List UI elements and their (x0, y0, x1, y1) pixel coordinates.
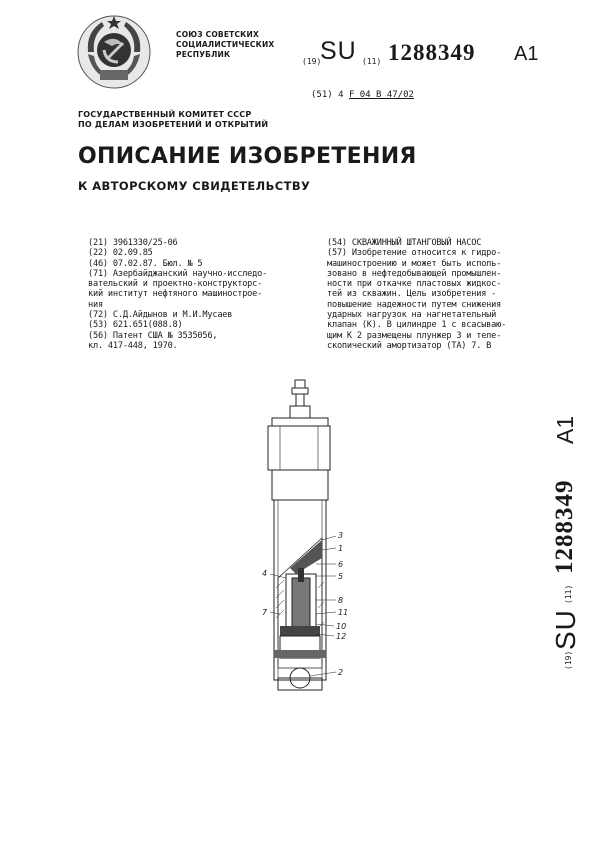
side-country: SU (550, 609, 581, 650)
committee-line-2: ПО ДЕЛАМ ИЗОБРЕТЕНИЙ И ОТКРЫТИЙ (78, 120, 269, 129)
country-code: SU (320, 37, 357, 65)
patent-number: 1288349 (388, 40, 476, 65)
patent-number-row (302, 37, 592, 70)
code-11: (11) (362, 57, 382, 66)
committee-line-1: ГОСУДАРСТВЕННЫЙ КОМИТЕТ СССР (78, 110, 252, 119)
code-19: (19) (302, 57, 322, 66)
label-5: 5 (338, 572, 344, 581)
label-6: 6 (338, 560, 344, 569)
label-1: 1 (338, 544, 344, 553)
page-subtitle: К АВТОРСКОМУ СВИДЕТЕЛЬСТВУ (78, 179, 311, 193)
ipc-classification (311, 90, 414, 100)
ipc-class: F 04 B 47/02 (348, 90, 414, 100)
label-8: 8 (338, 596, 344, 605)
label-3: 3 (338, 531, 344, 540)
union-line-2: СОЦИАЛИСТИЧЕСКИХ (176, 40, 275, 49)
page-title: ОПИСАНИЕ ИЗОБРЕТЕНИЯ (78, 144, 417, 169)
label-12: 12 (336, 632, 347, 641)
label-7: 7 (262, 608, 268, 617)
label-10: 10 (336, 622, 347, 631)
ipc-code: (51) 4 (311, 90, 344, 100)
label-4: 4 (262, 569, 268, 578)
side-code-11: (11) (564, 584, 573, 604)
side-code-19: (19) (564, 650, 573, 670)
union-line-3: РЕСПУБЛИК (176, 50, 231, 59)
side-patent-number (550, 402, 590, 670)
label-11: 11 (338, 608, 349, 617)
ussr-emblem (74, 12, 154, 92)
kind-code: A1 (514, 43, 539, 65)
bibliographic-data: (21) 3961330/25-06 (22) 02.09.85 (46) 07.02.87. Бюл. № 5 (71) Азербайджанский научно-исследо- вательский и проектно-конструкторс- кий институт нефтяного машинострое- ния (72) С.Д.Айдынов и М.И.Мусаев (53) 621.651(088.8) (56) Патент США № 3535056, кл. 417-448, 1970. (88, 238, 268, 351)
union-line-1: СОЮЗ СОВЕТСКИХ (176, 30, 259, 39)
pump-drawing (240, 378, 350, 708)
abstract-text: (54) СКВАЖИННЫЙ ШТАНГОВЫЙ НАСОС (57) Изобретение относится к гидро- машиностроению и может быть исполь- зовано в нефтедобывающей промышлен- ности при откачке пластовых жидкос- тей из скважин. Цель изобретения - повышение надежности путем снижения ударных нагрузок на нагнетательный клапан (К). В цилиндре 1 с всасываю- щим К 2 размещены плунжер 3 и теле- скопический амортизатор (ТА) 7. В (327, 238, 507, 351)
side-patent-num: 1288349 (551, 479, 578, 574)
label-2: 2 (338, 668, 344, 677)
side-kind: A1 (552, 415, 578, 444)
